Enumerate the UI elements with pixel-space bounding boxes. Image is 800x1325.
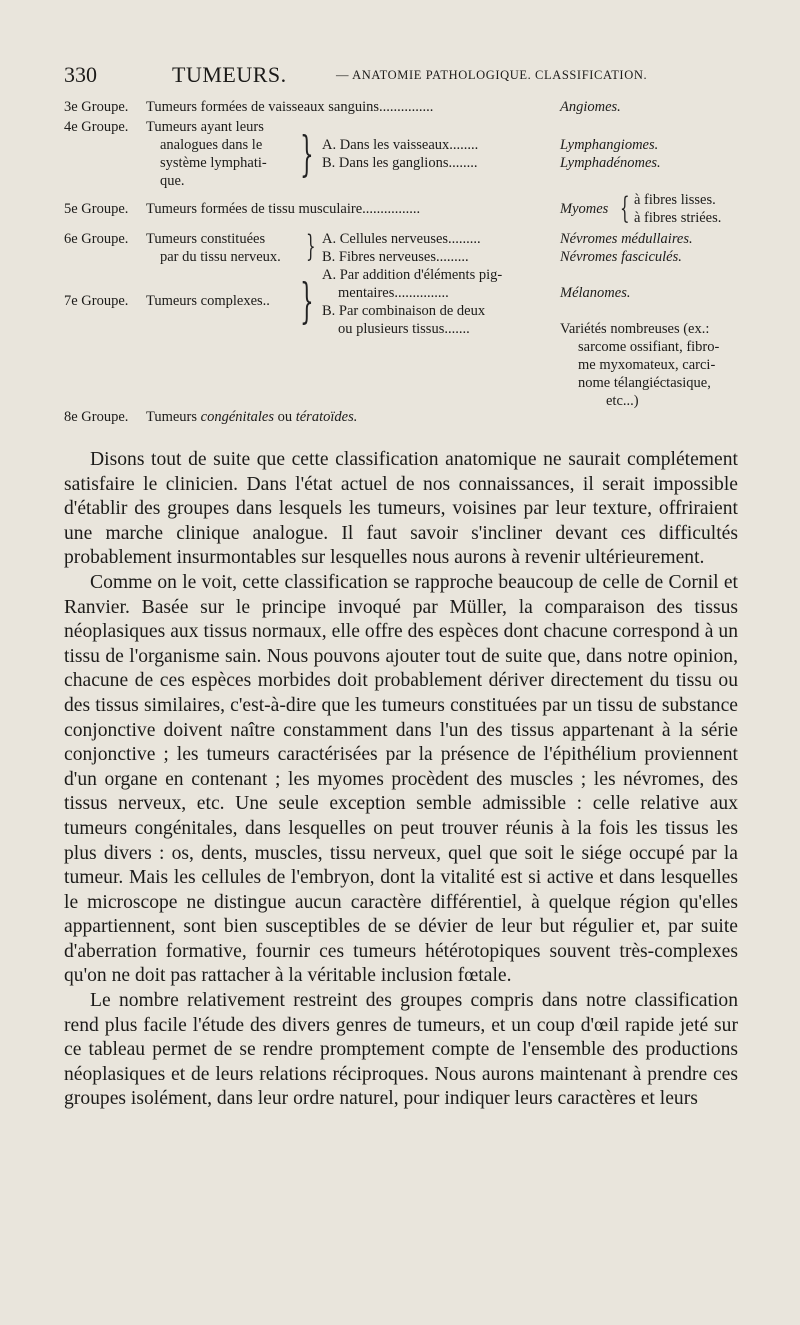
page-number: 330: [64, 62, 97, 87]
group-7-brace: }: [300, 273, 314, 329]
group-5-result: Myomes: [560, 201, 609, 217]
group-7-description: Tumeurs complexes..: [146, 293, 270, 309]
group-4-desc-line: système lymphati-: [160, 155, 267, 171]
group-3-description: Tumeurs formées de vaisseaux sanguins...............: [146, 99, 434, 115]
group-4-option-b: B. Dans les ganglions........: [322, 155, 478, 171]
classification-table: [0, 0, 800, 430]
group-6-brace: }: [306, 229, 316, 264]
group-6-desc-line: Tumeurs constituées: [146, 231, 266, 247]
group-6-desc-line: par du tissu nerveux.: [160, 249, 281, 265]
group-8-desc-teratoides: tératoïdes.: [295, 409, 358, 425]
group-4-desc-line: analogues dans le: [160, 137, 263, 153]
group-7-result-b-line: etc...): [606, 393, 639, 409]
group-8-desc-pre: Tumeurs: [146, 409, 198, 425]
group-4-desc-line: Tumeurs ayant leurs: [146, 119, 264, 135]
header-subtitle: — ANATOMIE PATHOLOGIQUE. CLASSIFICATION.: [336, 68, 648, 82]
group-6-result-a: Névromes médullaires.: [560, 231, 693, 247]
group-8-description: [146, 408, 357, 426]
group-7-result-b-line: me myxomateux, carci-: [578, 357, 716, 373]
paragraph: Le nombre relativement restreint des groupes compris dans notre classification rend plus facile l'étude des divers genres de tumeurs, et un coup d'œil rapide jeté sur ce tableau permet de se rendre promptement compte de l'ensemble des productions néoplasiques et de leurs relations réciproques. Nous aurons maintenant à prendre ces groupes isolément, dans leur ordre naturel, pour indiquer leurs caractères et leurs: [64, 990, 738, 1110]
group-6-number: 6e Groupe.: [64, 231, 129, 247]
group-5-description: Tumeurs formées de tissu musculaire................: [146, 201, 421, 217]
body-text: [64, 448, 738, 1112]
group-7-result-b-line: nome télangiéctasique,: [578, 375, 711, 391]
group-6-option-a: A. Cellules nerveuses.........: [322, 231, 481, 247]
group-8-desc-congenitales: congénitales: [200, 409, 274, 425]
group-7-result-b-line: Variétés nombreuses (ex.:: [560, 321, 710, 337]
group-7-option-b-line: ou plusieurs tissus.......: [338, 321, 470, 337]
group-7-number: 7e Groupe.: [64, 293, 129, 309]
group-5-number: 5e Groupe.: [64, 201, 129, 217]
group-3-number: 3e Groupe.: [64, 99, 129, 115]
group-7-result-a: Mélanomes.: [560, 285, 631, 301]
group-3-result: Angiomes.: [560, 99, 621, 115]
group-8-number: 8e Groupe.: [64, 409, 129, 425]
group-4-desc-line: que.: [160, 173, 185, 189]
group-5-sub-2: à fibres striées.: [634, 210, 722, 226]
group-7-option-b-line: B. Par combinaison de deux: [322, 303, 486, 319]
group-6-option-b: B. Fibres nerveuses.........: [322, 249, 469, 265]
group-5-sub-1: à fibres lisses.: [634, 192, 716, 208]
group-4-number: 4e Groupe.: [64, 119, 129, 135]
paragraph: Comme on le voit, cette classification se rapproche beaucoup de celle de Cornil et Ranvier. Basée sur le principe invoqué par Müller, la comparaison des tissus néoplasiques aux tissus normaux, elle offre des espèces dont chacune correspond à un tissu de l'organisme sain. Nous pouvons ajouter tout de suite que, dans notre opinion, chacune de ces espèces morbides doit probablement dériver directement du tissu ou des tissus similaires, c'est-à-dire que les tumeurs constituées par un tissu de substance conjonctive doivent naître constamment dans l'un des tissus appartenant à la série conjonctive ; les tumeurs caractérisées par la présence de l'épithélium proviennent d'un organe en contenant ; les myomes procèdent des muscles ; les névromes, des tissus nerveux, etc. Une seule exception semble admissible : celle relative aux tumeurs congénitales, dans lesquelles on peut trouver réunis à la fois les tissus les plus divers : os, dents, muscles, tissu nerveux, quel que soit le siége occupé par la tumeur. Mais les cellules de l'embryon, dont la vitalité est si active et dans lesquelles le microscope ne distingue aucun caractère différentiel, à quelque région qu'elles appartiennent, sont bien susceptibles de se dévier de leur but régulier et, par suite d'aberration formative, fournir ces tumeurs hétérotopiques souvent très-complexes qu'on ne doit pas rattacher à la véritable inclusion fœtale.: [64, 571, 738, 987]
group-5-brace: {: [620, 191, 630, 226]
group-8-desc-mid: ou: [277, 409, 293, 425]
group-4-result-b: Lymphadénomes.: [560, 155, 661, 171]
group-7-option-a-line: mentaires...............: [338, 285, 449, 301]
group-4-brace: }: [300, 126, 314, 182]
group-7-option-a-line: A. Par addition d'éléments pig-: [322, 267, 503, 283]
paragraph: Disons tout de suite que cette classification anatomique ne saurait complétement satisfaire le clinicien. Dans l'état actuel de nos connaissances, il serait impossible d'établir des groupes dans lesquels les tumeurs, voisines par leur texture, offriraient une marche clinique analogue. Il faut savoir s'incliner devant ces difficultés probablement insurmontables sur lesquelles nous aurons à revenir ultérieurement.: [64, 449, 738, 569]
group-4-option-a: A. Dans les vaisseaux........: [322, 137, 479, 153]
group-7-result-b-line: sarcome ossifiant, fibro-: [578, 339, 720, 355]
group-6-result-b: Névromes fasciculés.: [560, 249, 682, 265]
header-title: TUMEURS.: [172, 62, 287, 87]
group-4-result-a: Lymphangiomes.: [560, 137, 659, 153]
